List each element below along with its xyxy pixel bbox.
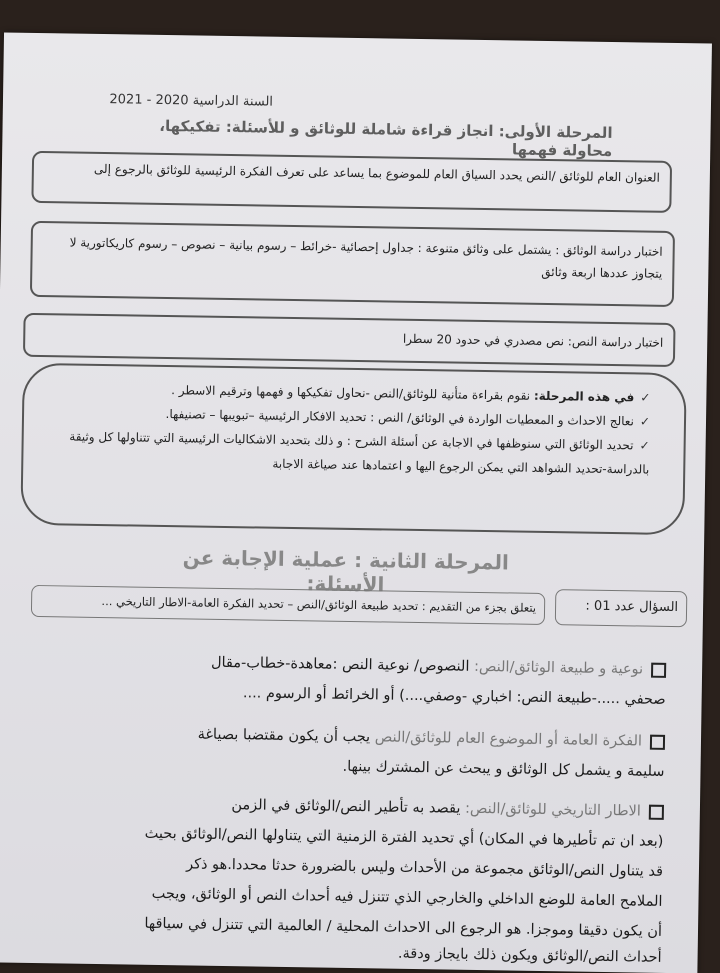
checkmark-icon: ✓ (640, 390, 651, 405)
p3-line4: الملامح العامة للوضع الداخلي والخارجي الذي تتنزل فيه أحداث النص أو الوثائق، ويجب (151, 885, 663, 910)
p1-label: نوعية و طبيعة الوثائق/النص: (473, 658, 644, 678)
steps-item-3-text: تحديد الوثائق التي سنوظفها في الاجابة عن أسئلة الشرح : و ذلك بتحديد الاشكاليات الرئيسية التي تتناولها كل وثيقة (69, 429, 634, 453)
checkbox-square-icon (649, 804, 664, 819)
steps-item-3 (40, 427, 650, 456)
text-box (23, 313, 676, 367)
text-box-text: اختبار دراسة النص: نص مصدري في حدود 20 سطرا (402, 331, 664, 350)
phase1-title: المرحلة الأولى: انجاز قراءة شاملة للوثائق و للأسئلة: تفكيكها، محاولة فهمها (159, 116, 613, 161)
steps-lead: في هذه المرحلة: (533, 388, 635, 405)
p3-line5: أن يكون دقيقا وموجزا. هو الرجوع الى الاحداث المحلية / العالمية التي تتنزل في سياقها (144, 915, 663, 940)
p3-line6: أحداث النص/الوثائق ويكون ذلك بايجاز ودقة. (397, 945, 662, 966)
phase-steps-box (20, 363, 686, 535)
steps-item-1 (50, 379, 650, 407)
p1-line2: صحفي .....-طبيعة النص: اخباري -وصفي....) أو الخرائط أو الرسوم .... (242, 685, 666, 708)
p3-label: الاطار التاريخي للوثائق/النص: (464, 800, 642, 820)
question-label: السؤال عدد 01 : (585, 598, 679, 616)
steps-item-2 (50, 403, 650, 431)
question-description-box (31, 585, 545, 625)
p2-label: الفكرة العامة أو الموضوع العام للوثائق/النص (374, 729, 643, 750)
documents-box (30, 221, 675, 307)
p2-line1: يجب أن يكون مقتضبا بصياغة (197, 726, 371, 746)
documents-box-line2: يتجاوز عددها اربعة وثائق (541, 264, 663, 281)
steps-item-2-text: نعالج الاحداث و المعطيات الواردة في الوثائق/ النص : تحديد الافكار الرئيسية –تبويبها – تصنيفها. (165, 407, 635, 429)
p3-line3: قد يتناول النص/الوثائق مجموعة من الأحداث وليس بالضرورة حدثا محددا.هو ذكر (186, 856, 664, 880)
documents-box-line1: اختبار دراسة الوثائق : يشتمل على وثائق متنوعة : جداول إحصائية -خرائط – رسوم بيانية – نصوص – رسوم كاريكاتورية لا (69, 235, 663, 259)
title-box-text: العنوان العام للوثائق /النص يحدد السياق العام للموضوع بما يساعد على تعرف الفكرة الرئيسية للوثائق بالرجوع إلى (93, 161, 660, 185)
question-number-box (555, 589, 688, 627)
checkbox-square-icon (650, 734, 665, 749)
steps-item-1-text: نقوم بقراءة متأنية للوثائق/النص -نحاول تفكيكها و فهمها وترقيم الاسطر . (171, 383, 531, 403)
checkmark-icon: ✓ (639, 414, 651, 429)
document-page (0, 32, 712, 973)
p3-line1: يقصد به تأطير النص/الوثائق في الزمن (231, 797, 461, 817)
checkmark-icon: ✓ (639, 438, 650, 453)
p2-line2: سليمة و يشمل كل الوثائق و يبحث عن المشترك بينها. (342, 758, 665, 780)
question-text: يتعلق بجزء من التقديم : تحديد طبيعة الوثائق/النص – تحديد الفكرة العامة-الاطار التاريخي ... (101, 594, 537, 615)
p3-line2: (بعد ان تم تأطيرها في المكان) أي تحديد الفترة الزمنية التي يتناولها النص/الوثائق بحيث (144, 825, 664, 850)
school-year: السنة الدراسية 2020 - 2021 (109, 92, 274, 110)
steps-item-3b-text: بالدراسة-تحديد الشواهد التي يمكن الرجوع اليها و اعتمادها عند صياغة الاجابة (272, 456, 650, 477)
title-box (31, 151, 672, 213)
checkbox-square-icon (651, 662, 666, 677)
p1-line1: النصوص/ نوعية النص :معاهدة-خطاب-مقال (210, 654, 470, 675)
phase2-title: المرحلة الثانية : عملية الإجابة عن الأسئلة: (182, 545, 510, 597)
